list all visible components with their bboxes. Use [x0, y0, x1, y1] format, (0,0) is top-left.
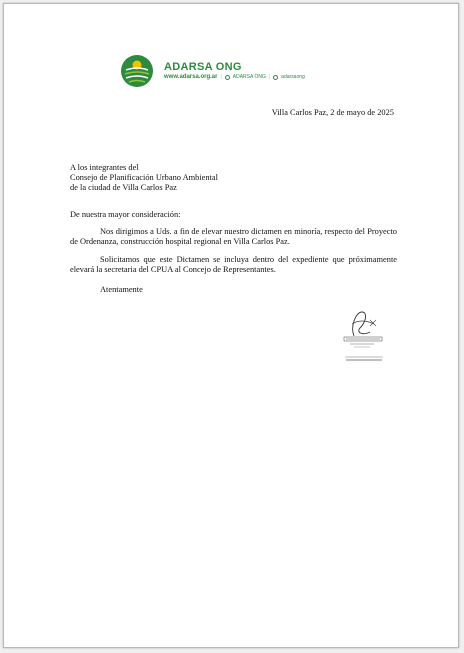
facebook-icon — [273, 75, 278, 80]
divider: | — [268, 74, 271, 80]
closing: Atentamente — [100, 285, 143, 294]
body-paragraph: Solicitamos que este Dictamen se incluya dentro del expediente que próximamente elevará la secretaria del CPUA al Concejo de Representantes. — [70, 255, 397, 274]
instagram-icon — [225, 75, 230, 80]
adarsa-logo-icon — [120, 54, 160, 88]
org-social-2: adarsaong — [281, 74, 305, 80]
recipient-line: de la ciudad de Villa Carlos Paz — [70, 183, 177, 192]
letter-date: Villa Carlos Paz, 2 de mayo de 2025 — [271, 108, 394, 117]
recipient-line: A los integrantes del — [70, 163, 139, 172]
org-social-1: ADARSA ONG — [232, 74, 266, 80]
greeting: De nuestra mayor consideración: — [70, 210, 181, 219]
signature-caption-stamp-icon — [345, 355, 385, 363]
org-contact-line — [164, 74, 305, 80]
org-website: www.adarsa.org.ar — [164, 74, 218, 80]
org-name: ADARSA ONG — [164, 61, 242, 73]
document-page — [3, 3, 459, 648]
body-paragraph: Nos dirigimos a Uds. a fin de elevar nuestro dictamen en minoría, respecto del Proyecto de Ordenanza, construcción hospital regional en Villa Carlos Paz. — [70, 227, 397, 246]
recipient-line: Consejo de Planificación Urbano Ambiental — [70, 173, 218, 182]
recipient-block — [70, 163, 218, 193]
handwritten-signature-icon — [340, 306, 386, 352]
divider: | — [220, 74, 222, 80]
